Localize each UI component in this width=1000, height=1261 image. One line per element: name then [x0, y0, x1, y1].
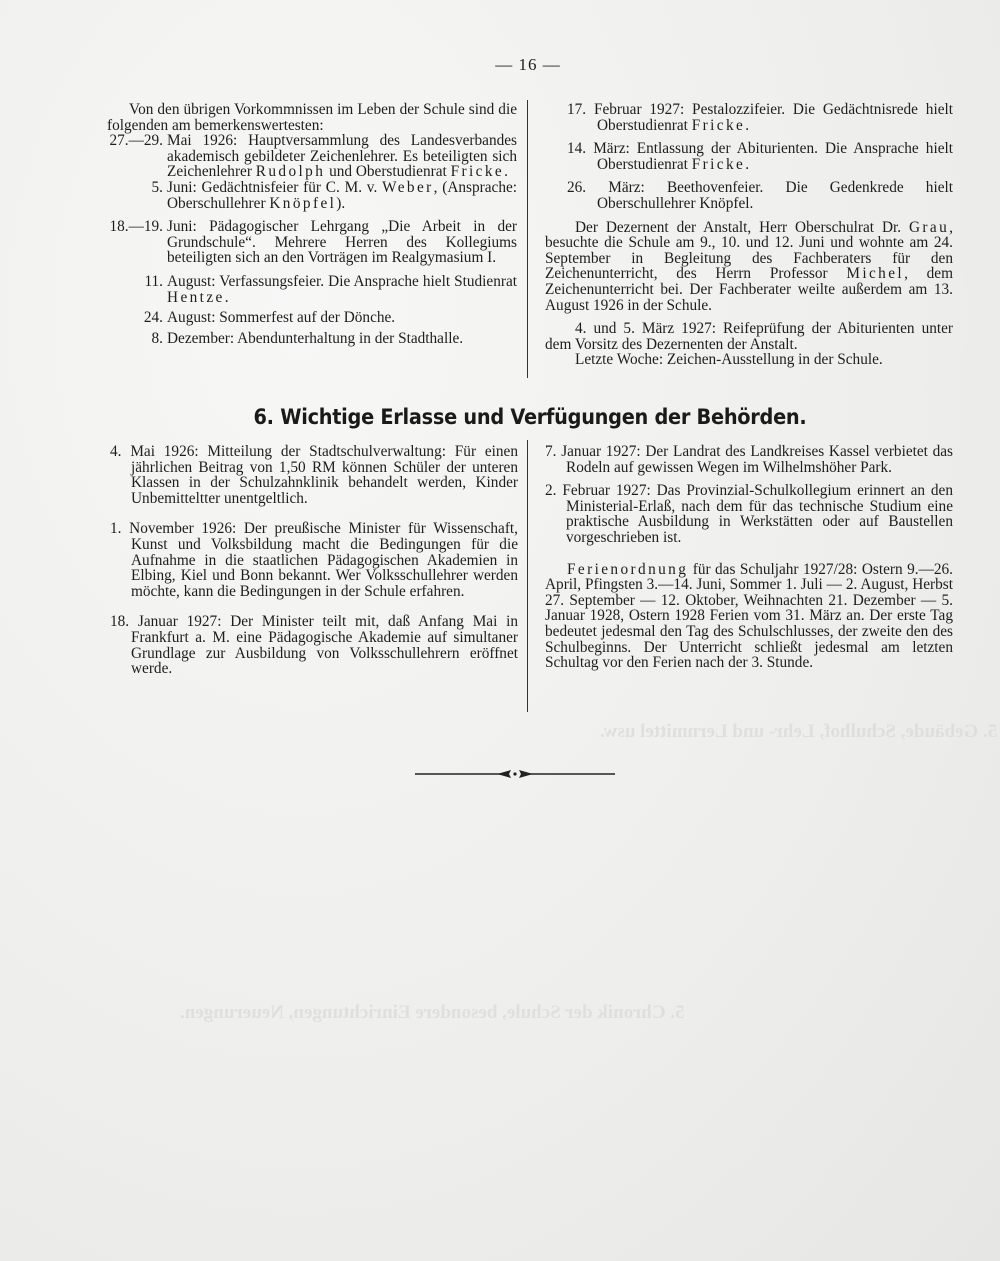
person-name: Grau	[908, 218, 950, 236]
event-entry	[107, 180, 517, 211]
decree-text: Mai 1926: Mitteilung der Stadtschulverwaltung: Für einen jährlichen Beitrag von 1,50 RM können Schüler der unteren Klassen in der Schulzahnklinik behandelt werden, Kinder Unbemitteltter unentgeltlich.	[130, 443, 518, 507]
paragraph-text: Der Dezernent der Anstalt, Herr Oberschulrat Dr.	[575, 218, 909, 236]
person-name: Michel	[846, 265, 905, 283]
decree-text: November 1926: Der preußische Minister für Wissenschaft, Kunst und Volksbildung macht die Bedingungen für die Aufnahme in die staatlichen Pädagogischen Akademien in Elbing, Kiel und Bonn bekannt. Wer Volksschullehrer werden möchte, kann die Bedingungen in der Schule erfahren.	[129, 520, 518, 600]
event-entry	[567, 141, 953, 172]
page-number: — 16 —	[495, 55, 561, 74]
ausstellung-paragraph: Letzte Woche: Zeichen-Ausstellung in der Schule.	[575, 351, 883, 369]
paragraph-text: , besuchte die Schule am 9., 10. und 12. Juni und wohnte am 24. September in Begleitung des Fachberaters für den Zeichenunterricht, des Herrn Professor	[545, 218, 953, 283]
person-name: Rudolph	[255, 163, 326, 181]
ferienordnung-paragraph	[545, 562, 953, 671]
event-text: ).	[336, 194, 346, 212]
reifepruefung-paragraph: 4. und 5. März 1927: Reifeprüfung der Abiturienten unter dem Vorsitz des Dezernenten der Anstalt.	[545, 320, 953, 353]
ferienordnung-label: Ferienordnung	[567, 560, 689, 578]
decree-entry	[545, 483, 953, 545]
end-ornament-rule	[415, 766, 615, 776]
decree-entry	[110, 521, 518, 599]
person-name: Knöpfel	[269, 194, 337, 212]
event-date: 5.	[151, 178, 163, 196]
person-name: Fricke	[691, 155, 746, 173]
dezernent-paragraph	[545, 220, 953, 314]
event-text: .	[504, 163, 508, 181]
decree-text: Februar 1927: Das Provinzial-Schulkollegium erinnert an den Ministerial-Erlaß, nach dem für das technische Studium eine praktische Ausbildung in Werkstätten oder auf Baustellen vorgeschrieben ist.	[562, 482, 953, 546]
ferienordnung-text: für das Schuljahr 1927/28: Ostern 9.—26. April, Pfingsten 3.—14. Juni, Sommer 1. Juli — 2. August, Herbst 27. September — 12. Oktober, Weihnachten 21. Dezember — 5. Januar 1928, Ostern 1928 Ferien vom 31. März an. Der erste Tag bedeutet jedesmal den Tag des Schulschlusses, der zweite den des Schulbeginns. Der Unterricht schließt jedesmal am letzten Schultag vor den Ferien nach der 3. Stunde.	[545, 560, 953, 672]
event-date: 24.	[143, 309, 163, 327]
event-date: 17.	[567, 101, 587, 118]
event-text: .	[224, 288, 229, 306]
decree-number: 2.	[545, 482, 557, 500]
right-column-chronicle	[545, 101, 953, 369]
event-text: Juni: Gedächtnisfeier für C. M. v.	[167, 178, 383, 196]
decree-text: Januar 1927: Der Landrat des Landkreises Kassel verbietet das Rodeln auf gewissen Wegen im Wilhelmshöher Park.	[561, 443, 953, 476]
ornament-icon	[415, 769, 615, 779]
event-text: und Oberstudienrat	[325, 163, 451, 181]
event-text: Juni: Pädagogischer Lehrgang „Die Arbeit in der Grundschule“. Mehrere Herren des Kollegiums beteiligten sich an den Vorträgen im Realgymasium I.	[167, 218, 517, 267]
event-text: Februar 1927: Pestalozzifeier. Die Gedächtnisrede hielt Oberstudienrat	[593, 101, 953, 134]
decree-entry	[110, 614, 518, 676]
event-text: Mai 1926: Hauptversammlung des Landesverbandes akademisch gebildeter Zeichenlehrer. Es beteiligten sich Zeichenlehrer	[167, 132, 517, 181]
decree-entry	[545, 444, 953, 475]
left-column-chronicle	[107, 102, 517, 346]
event-text: März: Beethovenfeier. Die Gedenkrede hielt Oberschullehrer Knöpfel.	[597, 179, 953, 212]
decrees-right-column	[545, 444, 953, 671]
event-text: August: Verfassungsfeier. Die Ansprache hielt Studienrat	[167, 272, 517, 290]
decree-number: 7.	[545, 443, 557, 460]
event-entry	[107, 331, 517, 347]
event-date: 26.	[567, 179, 587, 197]
event-text: Dezember: Abendunterhaltung in der Stadthalle.	[167, 329, 464, 347]
column-divider-top	[527, 100, 528, 378]
decree-text: Januar 1927: Der Minister teilt mit, daß Anfang Mai in Frankfurt a. M. eine Pädagogische Akademie auf simultaner Grundlage zur Ausbildung von Volksschullehrern eröffnet werde.	[131, 613, 519, 678]
decree-entry	[110, 444, 518, 506]
event-date: 11.	[144, 272, 163, 290]
person-name: Fricke	[691, 116, 746, 134]
event-text: .	[745, 155, 750, 173]
event-text: August: Sommerfest auf der Dönche.	[167, 309, 396, 327]
decree-number: 18.	[110, 613, 130, 631]
event-entry	[107, 310, 517, 326]
event-entry	[107, 274, 517, 305]
person-name: Weber	[382, 178, 434, 196]
decree-number: 1.	[110, 520, 122, 538]
event-entry	[567, 180, 953, 211]
person-name: Fricke	[450, 163, 505, 181]
event-date: 18.—19.	[109, 218, 163, 236]
decree-number: 4.	[110, 443, 122, 460]
column-divider-bottom	[527, 440, 528, 712]
person-name: Hentze	[167, 288, 225, 306]
event-text: .	[745, 116, 750, 134]
section-heading: 6. Wichtige Erlasse und Verfügungen der Behörden.	[253, 405, 807, 429]
show-through-heading-a: 5. Gebäude, Schulhof, Lehr- und Lernmittel usw.	[600, 721, 998, 742]
event-text: , (Ansprache: Oberschullehrer	[167, 178, 518, 212]
event-entry	[107, 219, 517, 266]
event-entry	[107, 133, 517, 180]
event-entry	[567, 102, 953, 133]
paragraph-text: , dem Zeichenunterricht bei. Der Fachberater weilte außerdem am 13. August 1926 in der Schule.	[545, 265, 953, 314]
decrees-left-column	[110, 444, 518, 686]
event-text: März: Entlassung der Abiturienten. Die Ansprache hielt Oberstudienrat	[593, 140, 953, 173]
intro-paragraph: Von den übrigen Vorkommnissen im Leben der Schule sind die folgenden am bemerkenswertesten:	[107, 101, 517, 134]
event-date: 8.	[151, 329, 163, 347]
event-date: 27.—29.	[109, 132, 163, 150]
show-through-heading-b: 5. Chronik der Schule, besondere Einrichtungen, Neuerungen.	[180, 1002, 685, 1023]
event-date: 14.	[567, 140, 587, 158]
